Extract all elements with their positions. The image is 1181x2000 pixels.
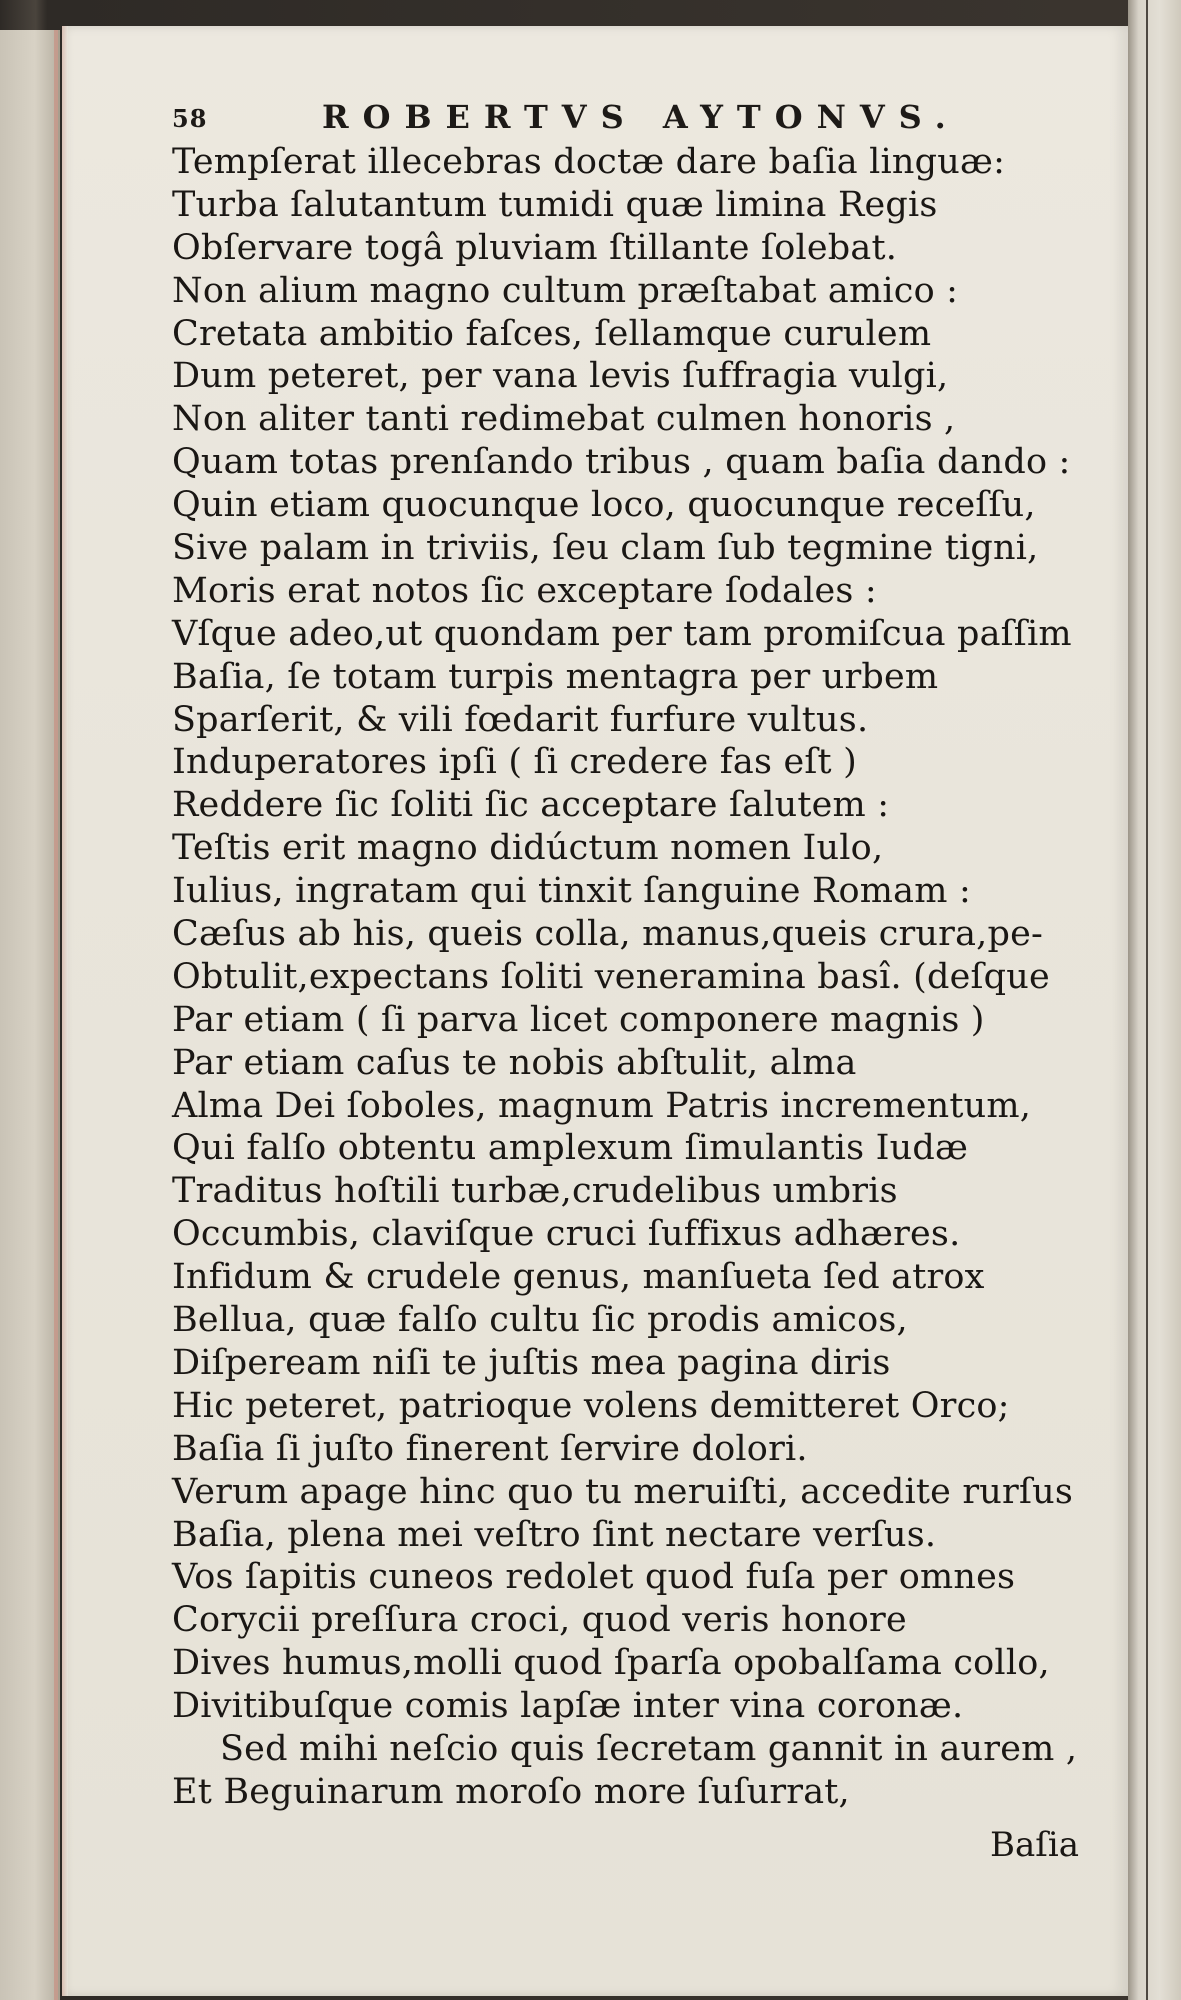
left-page-edge [0, 30, 60, 2000]
folio-number: 58 [172, 104, 208, 133]
text-line: Et Beguinarum moroſo more ſuſurrat, [172, 1771, 850, 1812]
text-line: Hic peteret, patrioque volens demitteret Orco; [172, 1385, 1010, 1426]
text-line: Obſervare togâ pluviam ſtillante ſolebat. [172, 227, 898, 268]
text-line: Baſia, ſe totam turpis mentagra per urbem [172, 656, 939, 697]
text-line: Dives humus,molli quod ſparſa opobalſama collo, [172, 1643, 1050, 1684]
text-line: Occumbis, claviſque cruci ſuffixus adhæres. [172, 1214, 961, 1255]
text-line: Turba ſalutantum tumidi quæ limina Regis [172, 184, 938, 225]
text-line: Quin etiam quocunque loco, quocunque receſſu, [172, 485, 1036, 526]
text-line: Vos ſapitis cuneos redolet quod fuſa per omnes [172, 1557, 1016, 1598]
red-edge-stain [54, 30, 58, 2000]
text-line: Baſia, plena mei veſtro ſint nectare verſus. [172, 1514, 937, 1555]
text-line: Reddere ſic ſoliti ſic acceptare ſalutem : [172, 785, 890, 826]
text-block [172, 141, 1122, 1814]
text-line: Qui falſo obtentu amplexum ſimulantis Iudæ [172, 1128, 969, 1169]
text-line: Obtulit,expectans ſoliti veneramina basî. (deſque [172, 956, 1050, 997]
text-line: Iulius, ingratam qui tinxit ſanguine Romam : [172, 871, 971, 912]
text-line: Traditus hoſtili turbæ,crudelibus umbris [172, 1171, 898, 1212]
running-head: ROBERTVS AYTONVS. [322, 98, 960, 136]
text-line: Induperatores ipſi ( ſi credere fas eſt ) [172, 742, 857, 783]
text-line: Sed mihi neſcio quis ſecretam gannit in aurem , [220, 1728, 1078, 1769]
text-line: Bellua, quæ falſo cultu ſic prodis amicos, [172, 1300, 908, 1341]
catchword: Baſia [990, 1825, 1079, 1865]
text-line: Cæſus ab his, queis colla, manus,queis crura,pe- [172, 914, 1044, 955]
page-header [172, 96, 1052, 136]
text-line: Vſque adeo,ut quondam per tam promiſcua paſſim [172, 613, 1072, 654]
text-line: Verum apage hinc quo tu meruiſti, accedite rurſus [172, 1471, 1074, 1512]
text-line: Moris erat notos ſic exceptare ſodales : [172, 570, 877, 611]
text-line: Alma Dei ſoboles, magnum Patris incrementum, [172, 1085, 1032, 1126]
text-line: Corycii preſſura croci, quod veris honore [172, 1600, 907, 1641]
text-line: Teſtis erit magno didúctum nomen Iulo, [172, 828, 884, 869]
text-line: Par etiam ( ſi parva licet componere magnis ) [172, 999, 985, 1040]
gutter-shadow [62, 26, 68, 1996]
text-line: Baſia ſi juſto finerent ſervire dolori. [172, 1428, 808, 1469]
text-line: Sparſerit, & vili fœdarit furfure vultus. [172, 699, 869, 740]
text-line: Non aliter tanti redimebat culmen honoris , [172, 399, 956, 440]
text-line: Tempſerat illecebras doctæ dare baſia linguæ: [172, 142, 1006, 182]
text-line: Dum peteret, per vana levis ſuffragia vulgi, [172, 356, 949, 397]
text-line: Infidum & crudele genus, manſueta ſed atrox [172, 1257, 985, 1298]
right-page-edge [1128, 0, 1181, 2000]
text-line: Diſpeream niſi te juſtis mea pagina diris [172, 1342, 891, 1383]
text-line: Sive palam in triviis, ſeu clam ſub tegmine tigni, [172, 528, 1039, 569]
text-line: Divitibuſque comis lapſæ inter vina coronæ. [172, 1686, 964, 1727]
right-edge-line [1146, 0, 1148, 2000]
text-line: Quam totas prenſando tribus , quam baſia dando : [172, 442, 1071, 483]
text-line: Cretata ambitio faſces, ſellamque curulem [172, 313, 932, 354]
text-line: Non alium magno cultum præſtabat amico : [172, 270, 959, 311]
text-line: Par etiam caſus te nobis abſtulit, alma [172, 1042, 857, 1083]
